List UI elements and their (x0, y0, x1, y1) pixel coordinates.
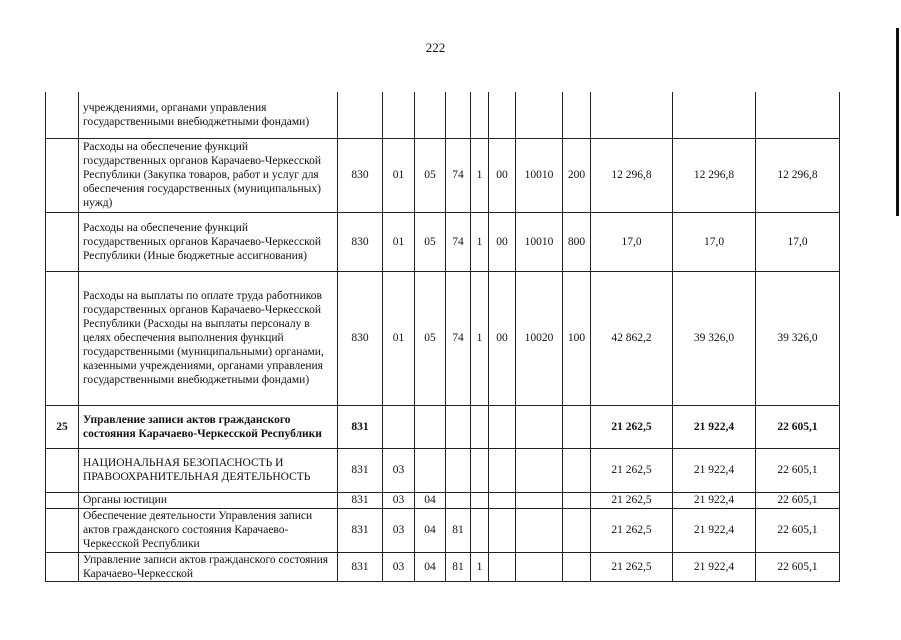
main-event-code-cell (489, 448, 516, 492)
section-code-cell: 03 (383, 552, 415, 581)
section-code-cell: 03 (383, 492, 415, 508)
amount-year2-cell: 39 326,0 (673, 271, 756, 405)
amount-year3-cell: 12 296,8 (756, 138, 840, 212)
program-code-cell: 81 (446, 508, 471, 552)
amount-year3-cell: 22 605,1 (756, 405, 840, 448)
amount-year1-cell: 17,0 (591, 212, 673, 271)
amount-year3-cell (756, 92, 840, 138)
direction-code-cell (516, 492, 563, 508)
amount-year2-cell: 21 922,4 (673, 552, 756, 581)
section-code-cell: 01 (383, 271, 415, 405)
table-row (46, 92, 840, 138)
main-event-code-cell: 00 (489, 271, 516, 405)
grbs-code-cell: 831 (338, 448, 383, 492)
expense-name-cell: НАЦИОНАЛЬНАЯ БЕЗОПАСНОСТЬ И ПРАВООХРАНИТЕЛЬНАЯ ДЕЯТЕЛЬНОСТЬ (79, 448, 338, 492)
grbs-code-cell: 831 (338, 492, 383, 508)
amount-year3-cell: 39 326,0 (756, 271, 840, 405)
amount-year2-cell: 21 922,4 (673, 508, 756, 552)
budget-table (45, 92, 840, 582)
row-number-cell (46, 138, 79, 212)
expense-type-code-cell: 200 (563, 138, 591, 212)
subprogram-code-cell (471, 508, 489, 552)
direction-code-cell (516, 508, 563, 552)
amount-year2-cell: 21 922,4 (673, 448, 756, 492)
table-row (46, 138, 840, 212)
amount-year2-cell (673, 92, 756, 138)
expense-name-cell: учреждениями, органами управления государственными внебюджетными фондами) (79, 92, 338, 138)
amount-year3-cell: 22 605,1 (756, 508, 840, 552)
expense-type-code-cell: 800 (563, 212, 591, 271)
grbs-code-cell: 830 (338, 138, 383, 212)
row-number-cell (46, 212, 79, 271)
budget-table-body (46, 92, 840, 581)
scan-edge-mark (896, 28, 899, 216)
amount-year2-cell: 21 922,4 (673, 492, 756, 508)
program-code-cell (446, 92, 471, 138)
subprogram-code-cell: 1 (471, 552, 489, 581)
table-row (46, 271, 840, 405)
subsection-code-cell (415, 92, 446, 138)
expense-name-cell: Управление записи актов гражданского состояния Карачаево-Черкесской Республики (79, 405, 338, 448)
program-code-cell (446, 448, 471, 492)
page-number: 222 (425, 40, 446, 55)
subsection-code-cell: 04 (415, 508, 446, 552)
amount-year1-cell: 12 296,8 (591, 138, 673, 212)
amount-year2-cell: 21 922,4 (673, 405, 756, 448)
main-event-code-cell (489, 508, 516, 552)
expense-type-code-cell (563, 492, 591, 508)
direction-code-cell (516, 448, 563, 492)
subsection-code-cell: 05 (415, 212, 446, 271)
direction-code-cell: 10010 (516, 138, 563, 212)
amount-year1-cell: 21 262,5 (591, 552, 673, 581)
program-code-cell: 74 (446, 212, 471, 271)
section-code-cell: 03 (383, 508, 415, 552)
main-event-code-cell (489, 552, 516, 581)
grbs-code-cell: 831 (338, 405, 383, 448)
main-event-code-cell (489, 492, 516, 508)
program-code-cell (446, 405, 471, 448)
expense-name-cell: Расходы на обеспечение функций государственных органов Карачаево-Черкесской Республики (Закупка товаров, работ и услуг для обеспечения государственных (муниципальных) нужд) (79, 138, 338, 212)
expense-name-cell: Расходы на обеспечение функций государственных органов Карачаево-Черкесской Республики (Иные бюджетные ассигнования) (79, 212, 338, 271)
section-code-cell: 01 (383, 212, 415, 271)
amount-year3-cell: 22 605,1 (756, 492, 840, 508)
grbs-code-cell: 831 (338, 552, 383, 581)
expense-name-cell: Управление записи актов гражданского состояния Карачаево-Черкесской (79, 552, 338, 581)
section-code-cell (383, 92, 415, 138)
row-number-cell (46, 92, 79, 138)
grbs-code-cell: 830 (338, 212, 383, 271)
section-code-cell: 01 (383, 138, 415, 212)
amount-year3-cell: 17,0 (756, 212, 840, 271)
main-event-code-cell: 00 (489, 138, 516, 212)
expense-type-code-cell (563, 448, 591, 492)
table-row (46, 492, 840, 508)
subsection-code-cell (415, 448, 446, 492)
direction-code-cell (516, 405, 563, 448)
amount-year2-cell: 12 296,8 (673, 138, 756, 212)
subprogram-code-cell: 1 (471, 271, 489, 405)
expense-type-code-cell (563, 552, 591, 581)
subprogram-code-cell (471, 92, 489, 138)
row-number-cell (46, 508, 79, 552)
subprogram-code-cell: 1 (471, 138, 489, 212)
main-event-code-cell (489, 405, 516, 448)
amount-year1-cell: 21 262,5 (591, 492, 673, 508)
row-number-cell (46, 492, 79, 508)
subprogram-code-cell (471, 492, 489, 508)
amount-year2-cell: 17,0 (673, 212, 756, 271)
grbs-code-cell: 830 (338, 271, 383, 405)
amount-year1-cell: 21 262,5 (591, 405, 673, 448)
amount-year1-cell (591, 92, 673, 138)
row-number-cell (46, 271, 79, 405)
program-code-cell: 81 (446, 552, 471, 581)
amount-year1-cell: 21 262,5 (591, 508, 673, 552)
row-number-cell: 25 (46, 405, 79, 448)
expense-name-cell: Органы юстиции (79, 492, 338, 508)
subsection-code-cell: 04 (415, 492, 446, 508)
table-row (46, 405, 840, 448)
program-code-cell: 74 (446, 138, 471, 212)
amount-year3-cell: 22 605,1 (756, 552, 840, 581)
amount-year3-cell: 22 605,1 (756, 448, 840, 492)
main-event-code-cell: 00 (489, 212, 516, 271)
subsection-code-cell (415, 405, 446, 448)
table-row (46, 212, 840, 271)
row-number-cell (46, 552, 79, 581)
program-code-cell (446, 492, 471, 508)
program-code-cell: 74 (446, 271, 471, 405)
row-number-cell (46, 448, 79, 492)
amount-year1-cell: 21 262,5 (591, 448, 673, 492)
subprogram-code-cell (471, 448, 489, 492)
table-row (46, 552, 840, 581)
expense-name-cell: Расходы на выплаты по оплате труда работников государственных органов Карачаево-Черкесской Республики (Расходы на выплаты персоналу в целях обеспечения выполнения функций государственными (муниципальными) органами, казенными учреждениями, органами управления государственными внебюджетными фондами) (79, 271, 338, 405)
expense-type-code-cell: 100 (563, 271, 591, 405)
section-code-cell: 03 (383, 448, 415, 492)
expense-type-code-cell (563, 92, 591, 138)
direction-code-cell (516, 92, 563, 138)
direction-code-cell: 10010 (516, 212, 563, 271)
subprogram-code-cell (471, 405, 489, 448)
amount-year1-cell: 42 862,2 (591, 271, 673, 405)
table-row (46, 508, 840, 552)
subprogram-code-cell: 1 (471, 212, 489, 271)
expense-type-code-cell (563, 405, 591, 448)
subsection-code-cell: 04 (415, 552, 446, 581)
table-row (46, 448, 840, 492)
direction-code-cell (516, 552, 563, 581)
expense-type-code-cell (563, 508, 591, 552)
grbs-code-cell: 831 (338, 508, 383, 552)
grbs-code-cell (338, 92, 383, 138)
subsection-code-cell: 05 (415, 138, 446, 212)
direction-code-cell: 10020 (516, 271, 563, 405)
subsection-code-cell: 05 (415, 271, 446, 405)
section-code-cell (383, 405, 415, 448)
main-event-code-cell (489, 92, 516, 138)
expense-name-cell: Обеспечение деятельности Управления записи актов гражданского состояния Карачаево-Черкесской Республики (79, 508, 338, 552)
